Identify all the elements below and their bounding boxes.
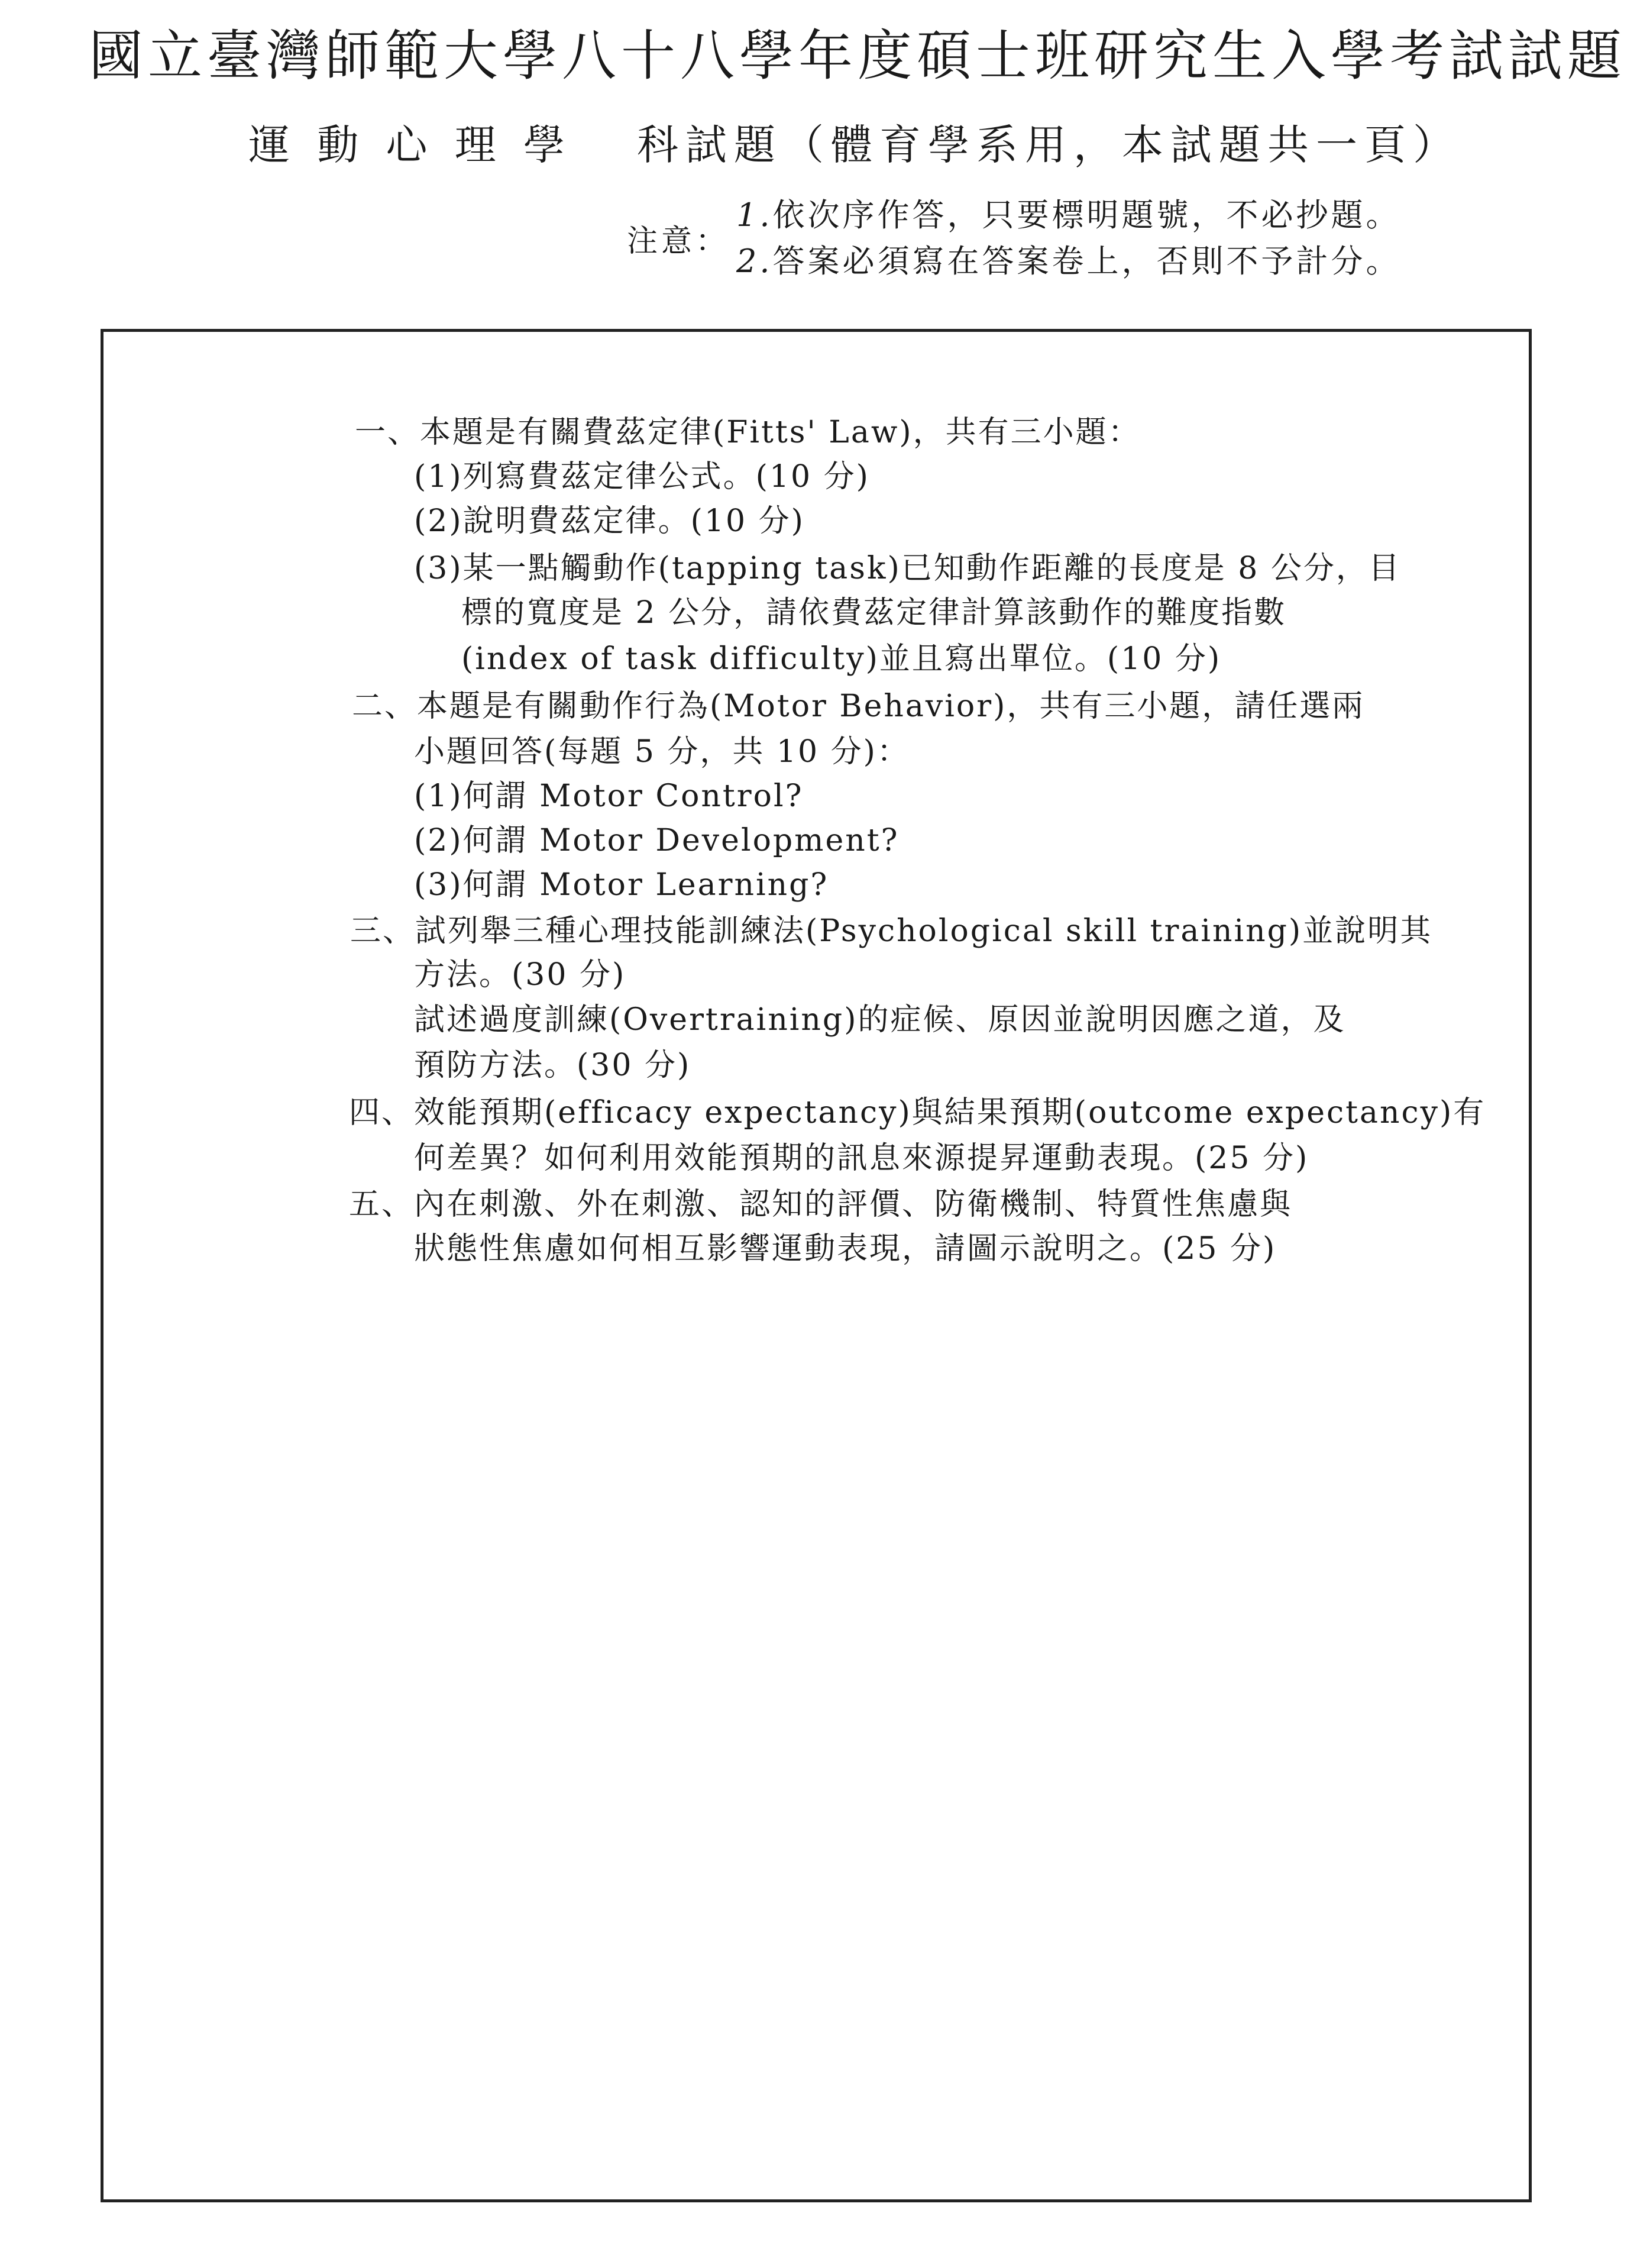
question-1-sub-2: (2)說明費茲定律。(10 分) [414,503,805,539]
question-1-sub-3-line-2: 標的寬度是 2 公分，請依費茲定律計算該動作的難度指數 [461,595,1287,631]
subtitle-rest: 科試題（體育學系用，本試題共一頁） [637,121,1462,169]
notes-list [736,192,1401,285]
subject-name: 運 動 心 理 學 [248,121,572,169]
question-1-stem: 一、本題是有關費茲定律(Fitts' Law)，共有三小題： [355,415,1141,450]
question-2-sub-3: (3)何謂 Motor Learning? [414,867,829,903]
notes-label: 注意： [627,224,730,259]
question-1-sub-1: (1)列寫費茲定律公式。(10 分) [414,459,870,495]
question-1-sub-3-line-1: (3)某一點觸動作(tapping task)已知動作距離的長度是 8 公分，目 [414,551,1401,586]
question-2-sub-2: (2)何謂 Motor Development? [414,823,900,858]
exam-title: 國立臺灣師範大學八十八學年度碩士班研究生入學考試試題 [89,24,1627,88]
note-item: 1.依次序作答，只要標明題號，不必抄題。 [736,196,1401,234]
question-3-stem-line-2: 方法。(30 分) [414,957,626,993]
exam-subtitle [248,118,1461,172]
question-3-alt-line-2: 預防方法。(30 分) [414,1048,691,1083]
question-4-stem: 四、效能預期(efficacy expectancy)與結果預期(outcome expectancy)有 [349,1095,1486,1130]
note-item: 2.答案必須寫在答案卷上，否則不予計分。 [736,243,1401,280]
question-5-stem: 五、內在刺激、外在刺激、認知的評價、防衛機制、特質性焦慮與 [349,1187,1293,1222]
question-3-alt-line-1: 試述過度訓練(Overtraining)的症候、原因並說明因應之道，及 [414,1002,1346,1038]
question-4-stem-line-2: 何差異？如何利用效能預期的訊息來源提昇運動表現。(25 分) [414,1141,1309,1176]
question-3-stem: 三、試列舉三種心理技能訓練法(Psychological skill training)並說明其 [350,913,1433,949]
question-2-stem: 二、本題是有關動作行為(Motor Behavior)，共有三小題，請任選兩 [352,689,1365,724]
question-2-stem-line-2: 小題回答(每題 5 分，共 10 分)： [414,734,910,770]
question-2-sub-1: (1)何謂 Motor Control? [414,778,804,814]
question-5-stem-line-2: 狀態性焦慮如何相互影響運動表現，請圖示說明之。(25 分) [414,1231,1277,1267]
question-1-sub-3-line-3: (index of task difficulty)並且寫出單位。(10 分) [461,641,1222,677]
